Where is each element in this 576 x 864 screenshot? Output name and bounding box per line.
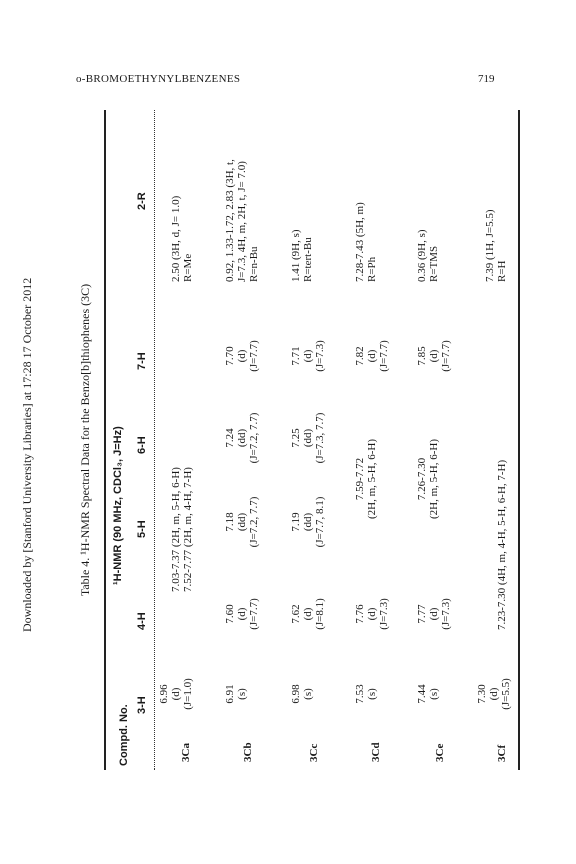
cell-3cb-6h: 7.24 (dd) (J=7.2, 7.7) (224, 412, 260, 464)
cell-3cc-5h: 7.19 (dd) (J=7.7, 8.1) (290, 496, 326, 548)
cell-3cd-3h: 7.53 (s) (354, 684, 378, 704)
row-id-3cd: 3Cd (370, 742, 382, 762)
row-id-3ce: 3Ce (434, 743, 446, 762)
cell-3cc-7h: 7.71 (d) (J=7.3) (290, 340, 326, 372)
cell-3cc-3h: 6.98 (s) (290, 684, 314, 704)
cell-3ce-3h: 7.44 (s) (416, 684, 440, 704)
cell-3cd-5h-6h: 7.59-7.72 (2H, m, 5-H, 6-H) (354, 438, 378, 520)
cell-3cb-7h: 7.70 (d) (J=7.7) (224, 340, 260, 372)
table-bottom-rule (518, 110, 520, 770)
cell-3cb-2r: 0.92, 1.33-1.72, 2.83 (3H, t, J=7.3, 4H, m, 2H, t, J= 7.0) R=n-Bu (224, 159, 260, 282)
row-id-3cc: 3Cc (308, 743, 320, 762)
header-compd-no: Compd. No. (118, 704, 130, 766)
cell-3cf-3h: 7.30 (d) (J=5.5) (476, 678, 512, 710)
running-head: o-BROMOETHYNYLBENZENES (76, 73, 241, 85)
cell-3cc-2r: 1.41 (9H, s) R=tert-Bu (290, 229, 314, 282)
table-top-rule (104, 110, 106, 770)
cell-3ce-5h-6h: 7.26-7.30 (2H, m, 5-H, 6-H) (416, 438, 440, 520)
cell-3cc-6h: 7.25 (dd) (J=7.3, 7.7) (290, 412, 326, 464)
cell-3cb-3h: 6.91 (s) (224, 684, 248, 704)
download-note: Downloaded by [Stanford University Libraries] at 17:28 17 October 2012 (20, 277, 34, 632)
cell-3ca-span: 7.03-7.37 (2H, m, 5-H, 6-H) 7.52-7.77 (2H, m, 4-H, 7-H) (170, 467, 194, 592)
row-id-3ca: 3Ca (180, 743, 192, 762)
table-caption: Table 4. ¹H-NMR Spectral Data for the Benzo[b]thiophenes (3C) (78, 283, 92, 597)
header-nmr-group: ¹H-NMR (90 MHz, CDCl₃, J=Hz) (112, 426, 124, 585)
header-4h: 4-H (136, 612, 148, 630)
header-rule (154, 110, 155, 770)
header-5h: 5-H (136, 520, 148, 538)
row-id-3cf: 3Cf (496, 744, 508, 762)
nmr-table (78, 110, 518, 770)
cell-3ce-7h: 7.85 (d) (J=7.7) (416, 340, 452, 372)
header-6h: 6-H (136, 436, 148, 454)
row-id-3cb: 3Cb (242, 742, 254, 762)
cell-3cd-4h: 7.76 (d) (J=7.3) (354, 598, 390, 630)
cell-3cf-2r: 7.39 (1H, J=5.5) R=H (484, 209, 508, 282)
header-3h: 3-H (136, 696, 148, 714)
header-7h: 7-H (136, 352, 148, 370)
cell-3cd-2r: 7.28-7.43 (5H, m) R=Ph (354, 202, 378, 282)
cell-3cb-5h: 7.18 (dd) (J=7.2, 7.7) (224, 496, 260, 548)
cell-3ca-3h: 6.96 (d) (J=1.0) (158, 678, 194, 710)
cell-3cb-4h: 7.60 (d) (J=7.7) (224, 598, 260, 630)
cell-3ca-2r: 2.50 (3H, d, J= 1.0) R=Me (170, 195, 194, 282)
cell-3ce-4h: 7.77 (d) (J=7.3) (416, 598, 452, 630)
header-2r: 2-R (136, 192, 148, 210)
cell-3ce-2r: 0.36 (9H, s) R=TMS (416, 229, 440, 282)
cell-3cf-span: 7.23-7.30 (4H, m, 4-H, 5-H, 6-H, 7-H) (496, 459, 508, 630)
page-number: 719 (478, 73, 495, 85)
cell-3cd-7h: 7.82 (d) (J=7.7) (354, 340, 390, 372)
cell-3cc-4h: 7.62 (d) (J=8.1) (290, 598, 326, 630)
